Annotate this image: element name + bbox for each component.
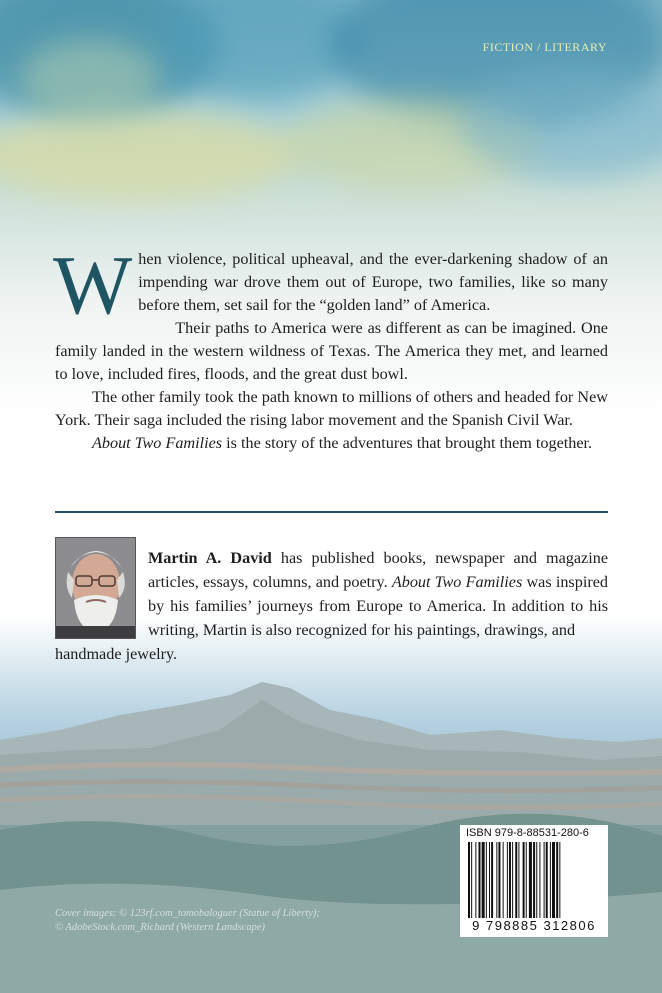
book-title: About Two Families (92, 434, 223, 452)
category-label: FICTION / LITERARY (482, 40, 607, 54)
author-bio: Martin A. David has published books, newspaper and magazine articles, essays, columns, and poetry. About Two Families was inspired by his families’ journeys from Europe to America. In addition to his writing, Martin is also recognized for his paintings, drawings, and (148, 549, 608, 639)
ean-digits: 9 798885 312806 (472, 918, 596, 933)
author-photo (55, 537, 136, 639)
divider-rule (55, 511, 608, 513)
author-bio-end: handmade jewelry. (55, 645, 178, 663)
isbn-number: ISBN 979-8-88531-280-6 (466, 827, 589, 839)
bio-book-title: About Two Families (391, 573, 523, 591)
blurb-paragraph-4: About Two Families is the story of the adventures that brought them together. (92, 434, 593, 452)
cover-credits: Cover images: © 123rf.com_tomobaloguer (Statue of Liberty); © AdobeStock.com_Richard (Western Landscape) (55, 908, 320, 933)
description-blurb (53, 239, 608, 455)
blurb-paragraph-2: Their paths to America were as different as can be imagined. One family landed in the western wildness of Texas. The America they met, and learned to love, included fires, floods, and the great dust bowl. (55, 319, 608, 383)
author-portrait-icon (56, 538, 135, 638)
barcode-bars (468, 842, 600, 918)
author-name: Martin A. David (148, 549, 272, 567)
blurb-paragraph-3: The other family took the path known to millions of others and headed for New York. Their saga included the rising labor movement and the Spanish Civil War. (55, 388, 608, 429)
blurb-paragraph-1: When violence, political upheaval, and the ever-darkening shadow of an impending war drove them out of Europe, two families, like so many before them, set sail for the “golden land” of America. (53, 239, 608, 332)
drop-cap: W (53, 239, 133, 332)
isbn-barcode (460, 825, 608, 937)
